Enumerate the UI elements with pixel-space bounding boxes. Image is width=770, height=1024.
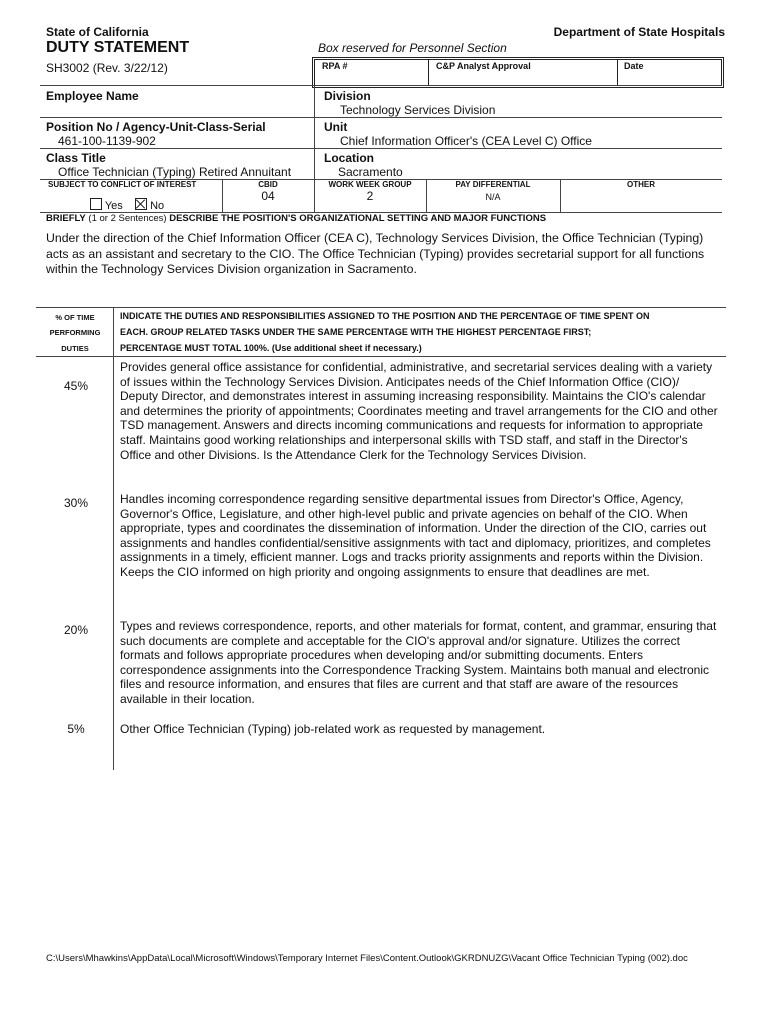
duties-instructions-3: PERCENTAGE MUST TOTAL 100%. (Use additional sheet if necessary.) [120,343,422,353]
personnel-box-caption: Box reserved for Personnel Section [318,41,507,55]
state-label: State of California [46,25,149,39]
divider [40,85,722,86]
form-number: SH3002 (Rev. 3/22/12) [46,61,168,75]
duty-percent: 5% [67,722,85,736]
unit-label: Unit [324,120,348,134]
cbid-value: 04 [261,189,275,203]
cp-approval-label: C&P Analyst Approval [436,61,531,71]
position-value: 461-100-1139-902 [58,134,156,148]
location-value: Sacramento [338,165,403,179]
division-label: Division [324,89,371,103]
footer-file-path: C:\Users\Mhawkins\AppData\Local\Microsoft\Windows\Temporary Internet Files\Content.Outlook\GKRDNUZG\Vacant Office Technician Typing (002).doc [46,953,688,964]
pay-differential-value: N/A [485,192,501,202]
duties-instructions-1: INDICATE THE DUTIES AND RESPONSIBILITIES ASSIGNED TO THE POSITION AND THE PERCENTAGE OF TIME SPENT ON [120,311,650,321]
location-label: Location [324,151,374,165]
duty-description: Other Office Technician (Typing) job-related work as requested by management. [120,722,546,736]
coi-label: SUBJECT TO CONFLICT OF INTEREST [48,180,197,189]
cbid-label: CBID [258,180,278,189]
work-week-group-label: WORK WEEK GROUP [328,180,412,189]
employee-name-label: Employee Name [46,89,139,103]
duties-column-divider [113,307,114,770]
work-week-group-value: 2 [366,189,374,203]
col-header-1: % OF TIME [55,313,95,322]
other-label: OTHER [627,180,655,189]
coi-options [90,198,164,212]
division-value: Technology Services Division [340,103,496,117]
unit-value: Chief Information Officer's (CEA Level C) Office [340,134,592,148]
divider [40,148,722,149]
class-title-value: Office Technician (Typing) Retired Annuitant [58,165,292,179]
rpa-label: RPA # [322,61,348,71]
department-label: Department of State Hospitals [553,25,725,39]
duties-instructions-2: EACH. GROUP RELATED TASKS UNDER THE SAME PERCENTAGE WITH THE HIGHEST PERCENTAGE FIRST; [120,327,592,337]
duties-header-border [36,356,726,357]
duty-description: Handles incoming correspondence regarding sensitive departmental issues from Director's Office, Agency, Governor's Office, Legislature, and other high-level public and private agencies on behalf of the CIO. When appropriate, types and coordinates the dissemination of information. Under the direction of the CIO, carries out assignments and handles confidential/sensitive assignments with tact and diplomacy, prioritizes, and completes assignments in a timely, efficient manner. Logs and tracks priority assignments and reports within the Division. Keeps the CIO informed on high priority and ongoing assignments to ensure that deadlines are met. [120,492,711,579]
date-label: Date [624,61,644,71]
page-title: DUTY STATEMENT [46,39,190,56]
position-label: Position No / Agency-Unit-Class-Serial [46,120,266,134]
duty-percent: 30% [63,496,89,510]
duty-description: Types and reviews correspondence, reports, and other materials for format, content, and grammar, ensuring that such documents are complete and acceptable for the CIO's approval and/or signature. Utilizes the correct formats and follows appropriate procedures when developing and/or submitting documents. Enters correspondence assignments into the Correspondence Tracking System. Maintains both manual and electronic files and resource information, and ensures that files are current and that staff are aware of the resources available in their location. [120,619,717,706]
duty-percent: 45% [63,379,89,393]
coi-no-label: No [150,200,165,212]
briefly-text: Under the direction of the Chief Information Officer (CEA C), Technology Services Division, the Office Technician (Typing) acts as an assistant and secretary to the CIO. The Office Technician (Typing) provides secretarial support for all functions within the Technology Services Division organization in Sacramento. [46,231,705,276]
divider [40,117,722,118]
coi-yes-label: Yes [104,200,123,212]
class-title-label: Class Title [46,151,106,165]
col-header-3: DUTIES [61,344,89,353]
briefly-heading: BRIEFLY (1 or 2 Sentences) DESCRIBE THE POSITION'S ORGANIZATIONAL SETTING AND MAJOR FUNCTIONS [46,213,547,224]
duties-top-border [36,307,726,308]
coi-no-checkbox[interactable] [135,198,147,210]
pay-differential-label: PAY DIFFERENTIAL [455,180,531,189]
col-header-2: PERFORMING [49,328,101,337]
coi-yes-checkbox[interactable] [90,198,102,210]
duty-description: Provides general office assistance for confidential, administrative, and secretarial services dealing with a variety of issues within the Technology Services Division. Anticipates needs of the Chief Information Office (CIO)/ Deputy Director, and demonstrates interest in assuming increasing responsibility. Maintains the CIO's calendar and determines the priority of appointments; Coordinates meeting and travel arrangements for the CIO and other TSD management. Answers and directs incoming communications and requests for information to appropriate staff. Maintains good working relationships and interpersonal skills with TSD staff, and staff in the Director's Office and other Divisions. Is the Attendance Clerk for the Technology Services Division. [120,360,718,462]
duty-percent: 20% [63,623,89,637]
